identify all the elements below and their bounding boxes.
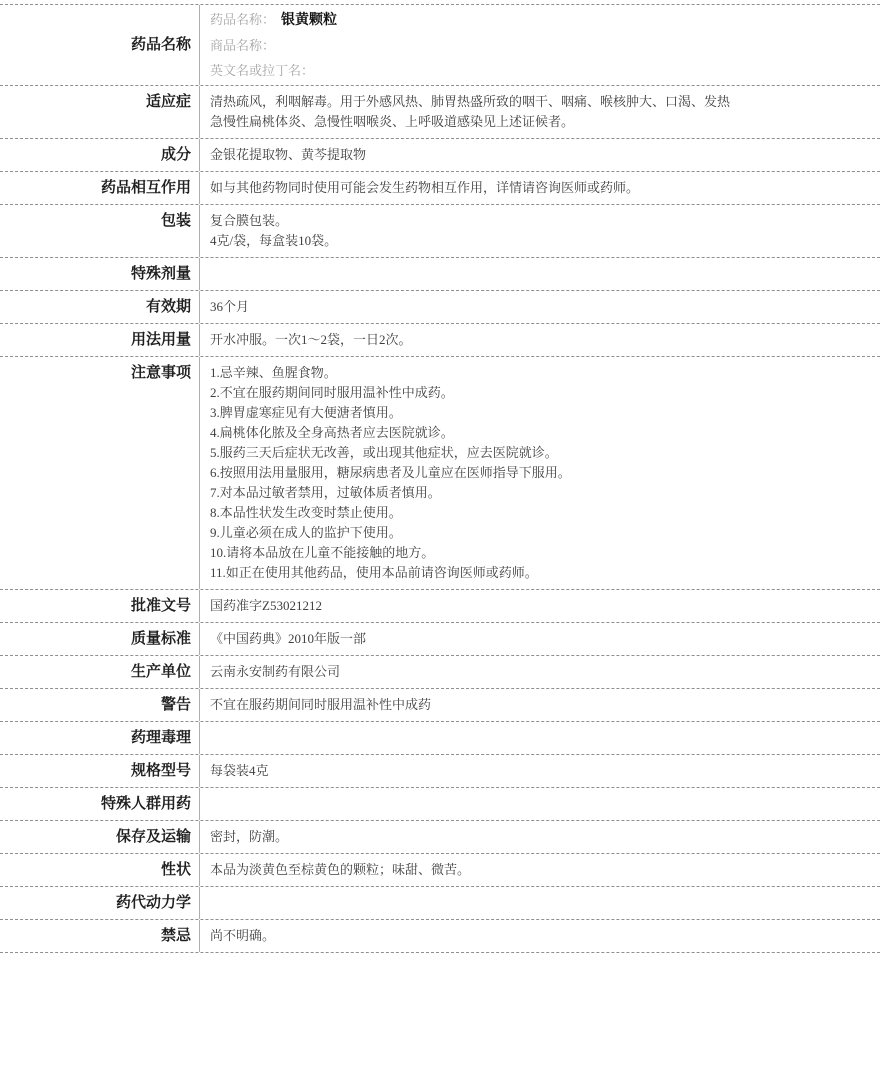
- content-line: 复合膜包装。: [210, 213, 289, 228]
- row-content: [200, 821, 880, 853]
- row-content: [200, 357, 880, 589]
- table-row: [0, 291, 880, 324]
- row-label: 性状: [0, 854, 200, 886]
- table-row: [0, 205, 880, 258]
- content-line: 不宜在服药期间同时服用温补性中成药: [210, 697, 432, 712]
- content-line: 4.扁桃体化脓及全身高热者应去医院就诊。: [210, 425, 454, 440]
- row-content: [200, 5, 880, 85]
- content-line: 清热疏风，利咽解毒。用于外感风热、肺胃热盛所致的咽干、咽痛、喉核肿大、口渴、发热: [210, 94, 731, 109]
- row-label: 禁忌: [0, 920, 200, 952]
- row-content: [200, 291, 880, 323]
- row-label: 药品名称: [0, 5, 200, 85]
- drug-info-table: [0, 4, 880, 953]
- content-line: 4克/袋，每盒装10袋。: [210, 233, 338, 248]
- row-label: 规格型号: [0, 755, 200, 787]
- content-line: 7.对本品过敏者禁用，过敏体质者慎用。: [210, 485, 441, 500]
- content-line: 1.忌辛辣、鱼腥食物。: [210, 365, 337, 380]
- row-content: [200, 258, 880, 290]
- content-line: 本品为淡黄色至棕黄色的颗粒；味甜、微苦。: [210, 862, 471, 877]
- row-label: 适应症: [0, 86, 200, 138]
- row-label: 质量标准: [0, 623, 200, 655]
- table-row: [0, 5, 880, 86]
- row-content: [200, 623, 880, 655]
- field-label: 英文名或拉丁名：: [210, 63, 315, 78]
- content-line: 密封，防潮。: [210, 829, 289, 844]
- table-row: [0, 656, 880, 689]
- row-content: [200, 172, 880, 204]
- content-line: 11.如正在使用其他药品，使用本品前请咨询医师或药师。: [210, 565, 538, 580]
- row-content: [200, 755, 880, 787]
- table-row: [0, 854, 880, 887]
- row-label: 药理毒理: [0, 722, 200, 754]
- content-line: 8.本品性状发生改变时禁止使用。: [210, 505, 402, 520]
- row-label: 药代动力学: [0, 887, 200, 919]
- table-row: [0, 722, 880, 755]
- row-content: [200, 590, 880, 622]
- row-content: [200, 324, 880, 356]
- content-line: 2.不宜在服药期间同时服用温补性中成药。: [210, 385, 454, 400]
- content-line: 5.服药三天后症状无改善，或出现其他症状，应去医院就诊。: [210, 445, 558, 460]
- row-content: [200, 205, 880, 257]
- table-row: [0, 755, 880, 788]
- table-row: [0, 821, 880, 854]
- row-label: 有效期: [0, 291, 200, 323]
- content-line: 急慢性扁桃体炎、急慢性咽喉炎、上呼吸道感染见上述证候者。: [210, 114, 575, 129]
- row-label: 包装: [0, 205, 200, 257]
- name-field-line: [210, 7, 866, 33]
- field-label: 商品名称：: [210, 38, 276, 53]
- table-row: [0, 172, 880, 205]
- content-line: 尚不明确。: [210, 928, 276, 943]
- content-line: 10.请将本品放在儿童不能接触的地方。: [210, 545, 435, 560]
- row-label: 特殊剂量: [0, 258, 200, 290]
- row-label: 特殊人群用药: [0, 788, 200, 820]
- row-content: [200, 854, 880, 886]
- row-content: [200, 722, 880, 754]
- field-label: 药品名称：: [210, 12, 276, 27]
- table-row: [0, 86, 880, 139]
- row-label: 药品相互作用: [0, 172, 200, 204]
- table-row: [0, 357, 880, 590]
- table-row: [0, 887, 880, 920]
- content-line: 每袋装4克: [210, 763, 269, 778]
- name-field-line: [210, 58, 866, 83]
- table-row: [0, 258, 880, 291]
- table-row: [0, 689, 880, 722]
- content-line: 《中国药典》2010年版一部: [210, 631, 367, 646]
- content-line: 国药准字Z53021212: [210, 598, 322, 613]
- row-label: 生产单位: [0, 656, 200, 688]
- row-content: [200, 656, 880, 688]
- row-label: 成分: [0, 139, 200, 171]
- row-content: [200, 86, 880, 138]
- table-row: [0, 623, 880, 656]
- content-line: 云南永安制药有限公司: [210, 664, 341, 679]
- table-row: [0, 788, 880, 821]
- content-line: 如与其他药物同时使用可能会发生药物相互作用，详情请咨询医师或药师。: [210, 180, 640, 195]
- field-value: 银黄颗粒: [281, 13, 338, 28]
- row-content: [200, 139, 880, 171]
- row-content: [200, 689, 880, 721]
- table-row: [0, 324, 880, 357]
- content-line: 金银花提取物、黄芩提取物: [210, 147, 367, 162]
- row-content: [200, 887, 880, 919]
- table-row: [0, 920, 880, 953]
- content-line: 开水冲服。一次1～2袋，一日2次。: [210, 332, 412, 347]
- name-field-line: [210, 33, 866, 58]
- row-content: [200, 788, 880, 820]
- row-content: [200, 920, 880, 952]
- content-line: 6.按照用法用量服用，糖尿病患者及儿童应在医师指导下服用。: [210, 465, 571, 480]
- content-line: 9.儿童必须在成人的监护下使用。: [210, 525, 402, 540]
- row-label: 警告: [0, 689, 200, 721]
- content-line: 36个月: [210, 299, 250, 314]
- row-label: 保存及运输: [0, 821, 200, 853]
- row-label: 注意事项: [0, 357, 200, 589]
- table-row: [0, 139, 880, 172]
- row-label: 用法用量: [0, 324, 200, 356]
- content-line: 3.脾胃虚寒症见有大便溏者慎用。: [210, 405, 402, 420]
- row-label: 批准文号: [0, 590, 200, 622]
- table-row: [0, 590, 880, 623]
